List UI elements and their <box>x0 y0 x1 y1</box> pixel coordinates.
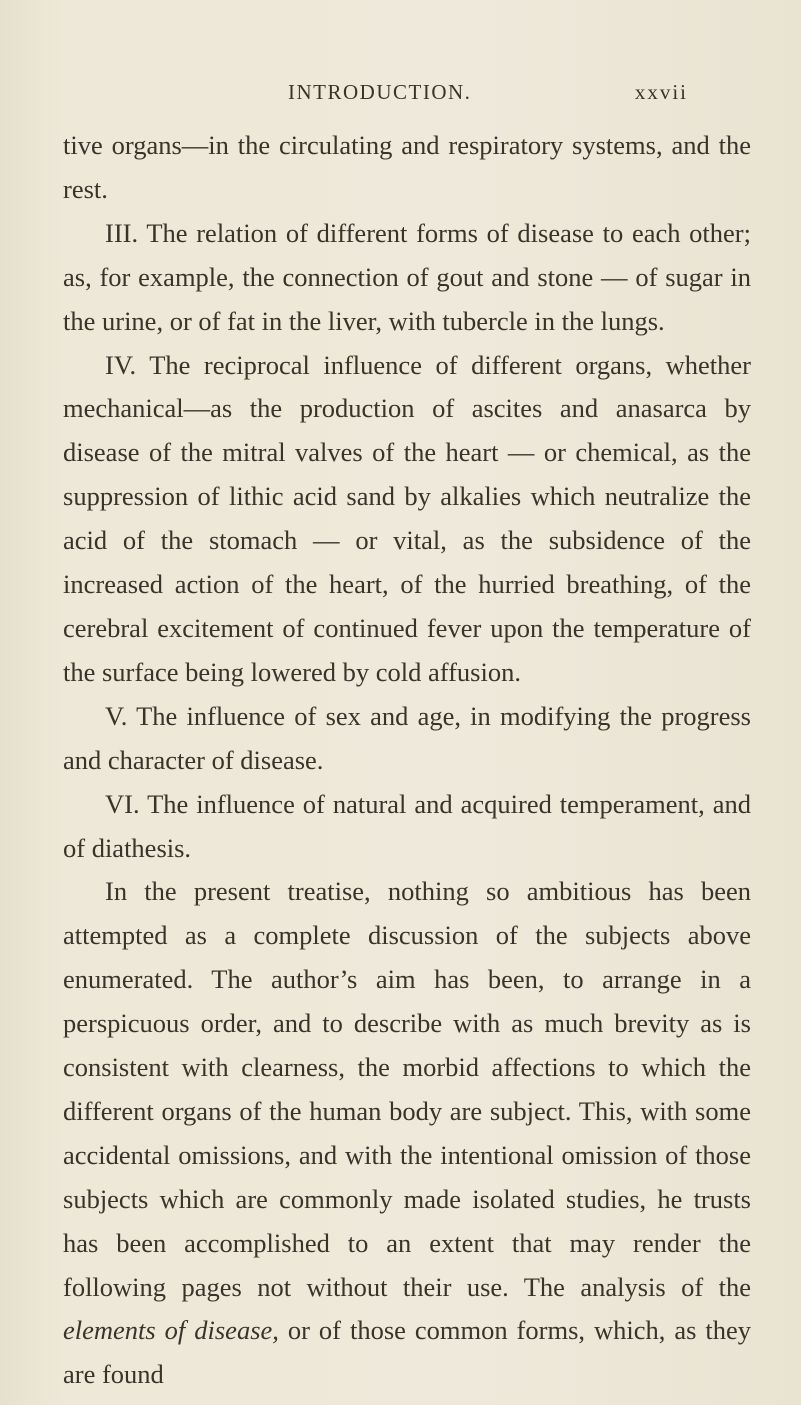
paragraph-item-iv: IV. The reciprocal influence of different organs, whether mechanical—as the production of ascites and anasarca by disease of the mitral valves of the heart — or chemical, as the suppression of lithic acid sand by alkalies which neutralize the acid of the stomach — or vital, as the subsidence of the increased action of the heart, of the hurried breathing, of the cerebral excitement of continued fever upon the temperature of the surface being lowered by cold affusion. <box>63 349 751 687</box>
body-text <box>63 124 751 1397</box>
italic-phrase: elements of disease, <box>63 1315 279 1346</box>
paragraph-present-treatise <box>63 870 751 1397</box>
text-run: In the present treatise, nothing so ambitious has been attempted as a complete discussion of the subjects above enumerated. The author’s aim has been, to arrange in a perspicuous order, and to describe with as much brevity as is consistent with clearness, the morbid affections to which the different organs of the human body are subject. This, with some accidental omissions, and with the intentional omission of those subjects which are commonly made isolated studies, he trusts has been accomplished to an extent that may render the following pages not without their use. The analysis of the <box>63 876 751 1302</box>
running-head-title: INTRODUCTION. <box>288 80 472 104</box>
paragraph-item-v: V. The influence of sex and age, in modifying the progress and character of disease. <box>63 700 751 775</box>
page-number: xxvii <box>634 80 688 104</box>
paragraph-item-iii: III. The relation of different forms of disease to each other; as, for example, the connection of gout and stone — of sugar in the urine, or of fat in the liver, with tubercle in the lungs. <box>63 217 751 336</box>
paragraph-continuation: tive organs—in the circulating and respiratory systems, and the rest. <box>63 130 751 204</box>
paragraph-item-vi: VI. The influence of natural and acquired temperament, and of diathesis. <box>63 788 751 863</box>
running-head <box>288 80 688 110</box>
text-run: or of those common forms, which, as they are found <box>63 1315 751 1390</box>
